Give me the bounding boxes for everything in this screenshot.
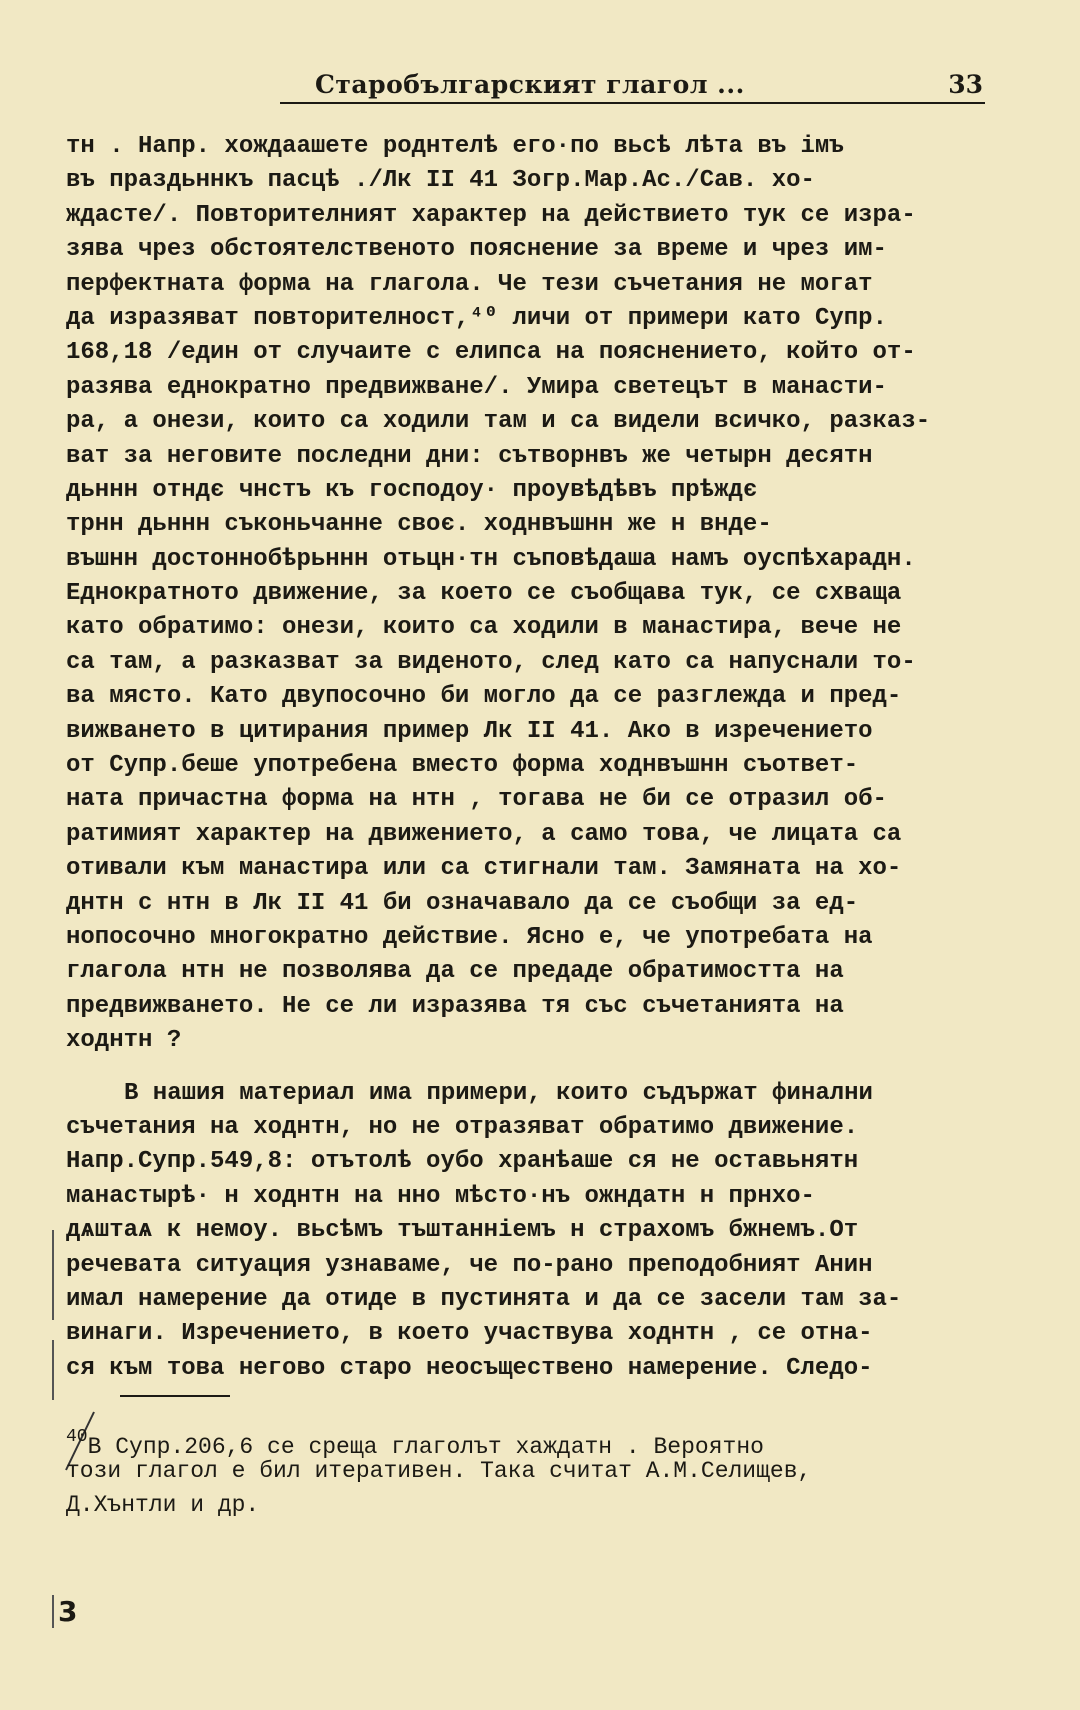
footnote: [66, 1420, 986, 1522]
paragraph-gap: [66, 1059, 986, 1077]
text-line: ждасте/. Повторителният характер на действието тук се изра-: [66, 201, 916, 229]
text-line: трнн дьннн съконьчанне своє. ходнвъшнн же н внде-: [66, 511, 772, 539]
text-line: зява чрез обстоятелственото пояснение за време и чрез им-: [66, 236, 887, 264]
text-line: 168,18 /един от случаите с елипса на пояснението, който от-: [66, 339, 916, 367]
text-line: манастырѣ· н ходнтн на нно мѣсто·нъ ожндатн н прнхо-: [66, 1182, 815, 1210]
text-line: ната причастна форма на нтн , тогава не би се отразил об-: [66, 786, 887, 814]
text-line: разява еднократно предвижване/. Умира светецът в манасти-: [66, 373, 887, 401]
text-line: речевата ситуация узнаваме, че по-рано преподобният Анин: [66, 1251, 873, 1279]
text-line: дьннн отндє чнстъ къ господоу· проувѣдѣвъ прѣждє: [66, 476, 758, 504]
text-line: от Супр.беше употребена вместо форма ходнвъшнн съответ-: [66, 752, 859, 780]
text-line: ся към това негово старо неосъществено намерение. Следо-: [66, 1354, 873, 1382]
text-line: глагола нтн не позволява да се предаде обратимостта на: [66, 958, 844, 986]
margin-line: [52, 1230, 54, 1320]
body-text: [66, 130, 986, 1386]
text-line: В нашия материал има примери, които съдържат финални: [124, 1079, 873, 1107]
footnote-line: Д.Хънтли и др.: [66, 1492, 260, 1518]
text-line: да изразяват повторителност,⁴⁰ личи от примери като Супр.: [66, 304, 887, 332]
page-number: 33: [948, 70, 983, 99]
text-line: въ праздьннкъ пасцѣ ./Лк II 41 Зогр.Мар.Ас./Сав. хо-: [66, 167, 815, 195]
text-line: тн . Напр. хождаашете роднтелѣ его·по вьсѣ лѣта въ імъ: [66, 133, 844, 160]
text-line: ват за неговите последни дни: сътворнвъ же четырн десятн: [66, 442, 873, 470]
text-line: дѧштаѧ к немоу. вьсѣмъ тъштанніемъ н страхомъ бжнемъ.От: [66, 1217, 859, 1245]
text-line: ра, а онези, които са ходили там и са видели всичко, разказ-: [66, 408, 931, 436]
text-line: ходнтн ?: [66, 1027, 182, 1055]
footnote-line: [66, 1420, 986, 1460]
text-line: предвижването. Не се ли изразява тя със съчетанията на: [66, 992, 844, 1020]
text-line: перфектната форма на глагола. Че тези съчетания не могат: [66, 270, 873, 298]
text-line: вижването в цитирания пример Лк II 41. Ако в изречението: [66, 717, 873, 745]
text-line: нопосочно многократно действие. Ясно е, че употребата на: [66, 923, 873, 951]
text-line: ратимият характер на движението, а само това, че лицата са: [66, 820, 902, 848]
header-title: Старобългарският глагол ...: [315, 70, 745, 99]
text-line: Напр.Супр.549,8: отътолѣ оубо хранѣаше ся не оставьнятн: [66, 1148, 859, 1176]
text-line: винаги. Изречението, в което участвува ходнтн , се отна-: [66, 1320, 873, 1348]
text-line: имал намерение да отиде в пустинята и да се засели там за-: [66, 1285, 902, 1313]
footnote-mark: 40: [66, 1427, 88, 1447]
footnote-text: В Супр.206,6 се среща глаголът хаждатн . Вероятно: [87, 1434, 764, 1460]
margin-page-mark: 3: [52, 1595, 77, 1628]
footnote-line: този глагол е бил итеративен. Така считат А.М.Селищев,: [66, 1458, 812, 1484]
text-line: въшнн достоннобѣрьннн отьцн·тн съповѣдаша намъ оуспѣхарадн.: [66, 545, 916, 573]
running-header: [280, 68, 985, 104]
text-line: днтн с нтн в Лк II 41 би означавало да се съобщи за ед-: [66, 889, 859, 917]
text-line: Еднократното движение, за което се съобщава тук, се схваща: [66, 580, 902, 608]
text-line: като обратимо: онези, които са ходили в манастира, вече не: [66, 614, 902, 642]
text-line: са там, а разказват за видeното, след като са напуснали то-: [66, 648, 916, 676]
footnote-separator: [120, 1395, 230, 1397]
margin-line: [52, 1340, 54, 1400]
text-line: ва място. Като двупосочно би могло да се разглежда и пред-: [66, 683, 902, 711]
text-line: съчетания на ходнтн, но не отразяват обратимо движение.: [66, 1113, 859, 1141]
text-line: отивали към манастира или са стигнали там. Замяната на хо-: [66, 855, 902, 883]
